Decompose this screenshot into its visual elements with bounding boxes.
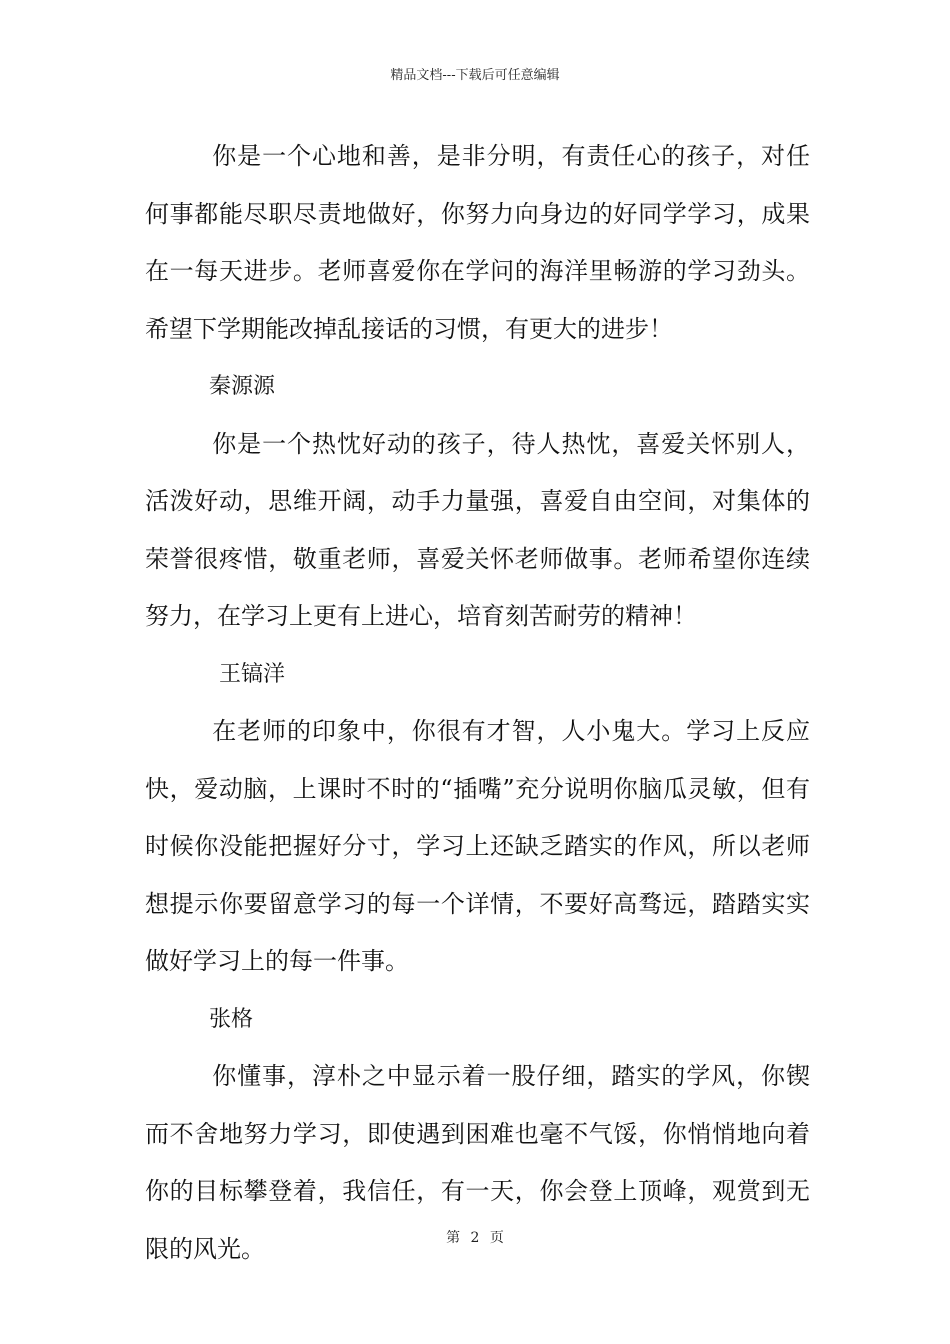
student-name: 张格 xyxy=(209,1006,254,1032)
student-name: 秦源源 xyxy=(209,374,276,399)
comment-paragraph: 你是一个心地和善，是非分明，有责任心的孩子，对任何事都能尽职尽责地做好，你努力向身边的好同学学习，成果在一每天进步。老师喜爱你在学问的海洋里畅游的学习劲头。希望下学期能改掉乱接话的习惯，有更大的进步！ xyxy=(145,142,810,343)
page-footer xyxy=(0,1227,950,1247)
comment-paragraph: 你是一个热忱好动的孩子，待人热忱，喜爱关怀别人，活泼好动，思维开阔，动手力量强，喜爱自由空间，对集体的荣誉很疼惜，敬重老师，喜爱关怀老师做事。老师希望你连续努力，在学习上更有上进心，培育刻苦耐劳的精神！ xyxy=(145,429,810,630)
comment-paragraph: 你懂事，淳朴之中显示着一股仔细，踏实的学风，你锲而不舍地努力学习，即使遇到困难也毫不气馁，你悄悄地向着你的目标攀登着，我信任，有一天，你会登上顶峰，观赏到无限的风光。 xyxy=(145,1062,810,1263)
page-number-suffix: 页 xyxy=(489,1230,504,1246)
student-name: 王镐洋 xyxy=(219,661,286,687)
page-number-prefix: 第 xyxy=(446,1230,461,1246)
comment-paragraph: 在老师的印象中，你很有才智，人小鬼大。学习上反应快，爱动脑，上课时不时的“插嘴”充分说明你脑瓜灵敏，但有时候你没能把握好分寸，学习上还缺乏踏实的作风，所以老师想提示你要留意学习的每一个详情，不要好高骛远，踏踏实实做好学习上的每一件事。 xyxy=(145,717,810,975)
document-body xyxy=(145,128,810,1278)
page-number: 2 xyxy=(470,1230,480,1246)
page-header: 精品文档---下载后可任意编辑 xyxy=(390,68,560,83)
